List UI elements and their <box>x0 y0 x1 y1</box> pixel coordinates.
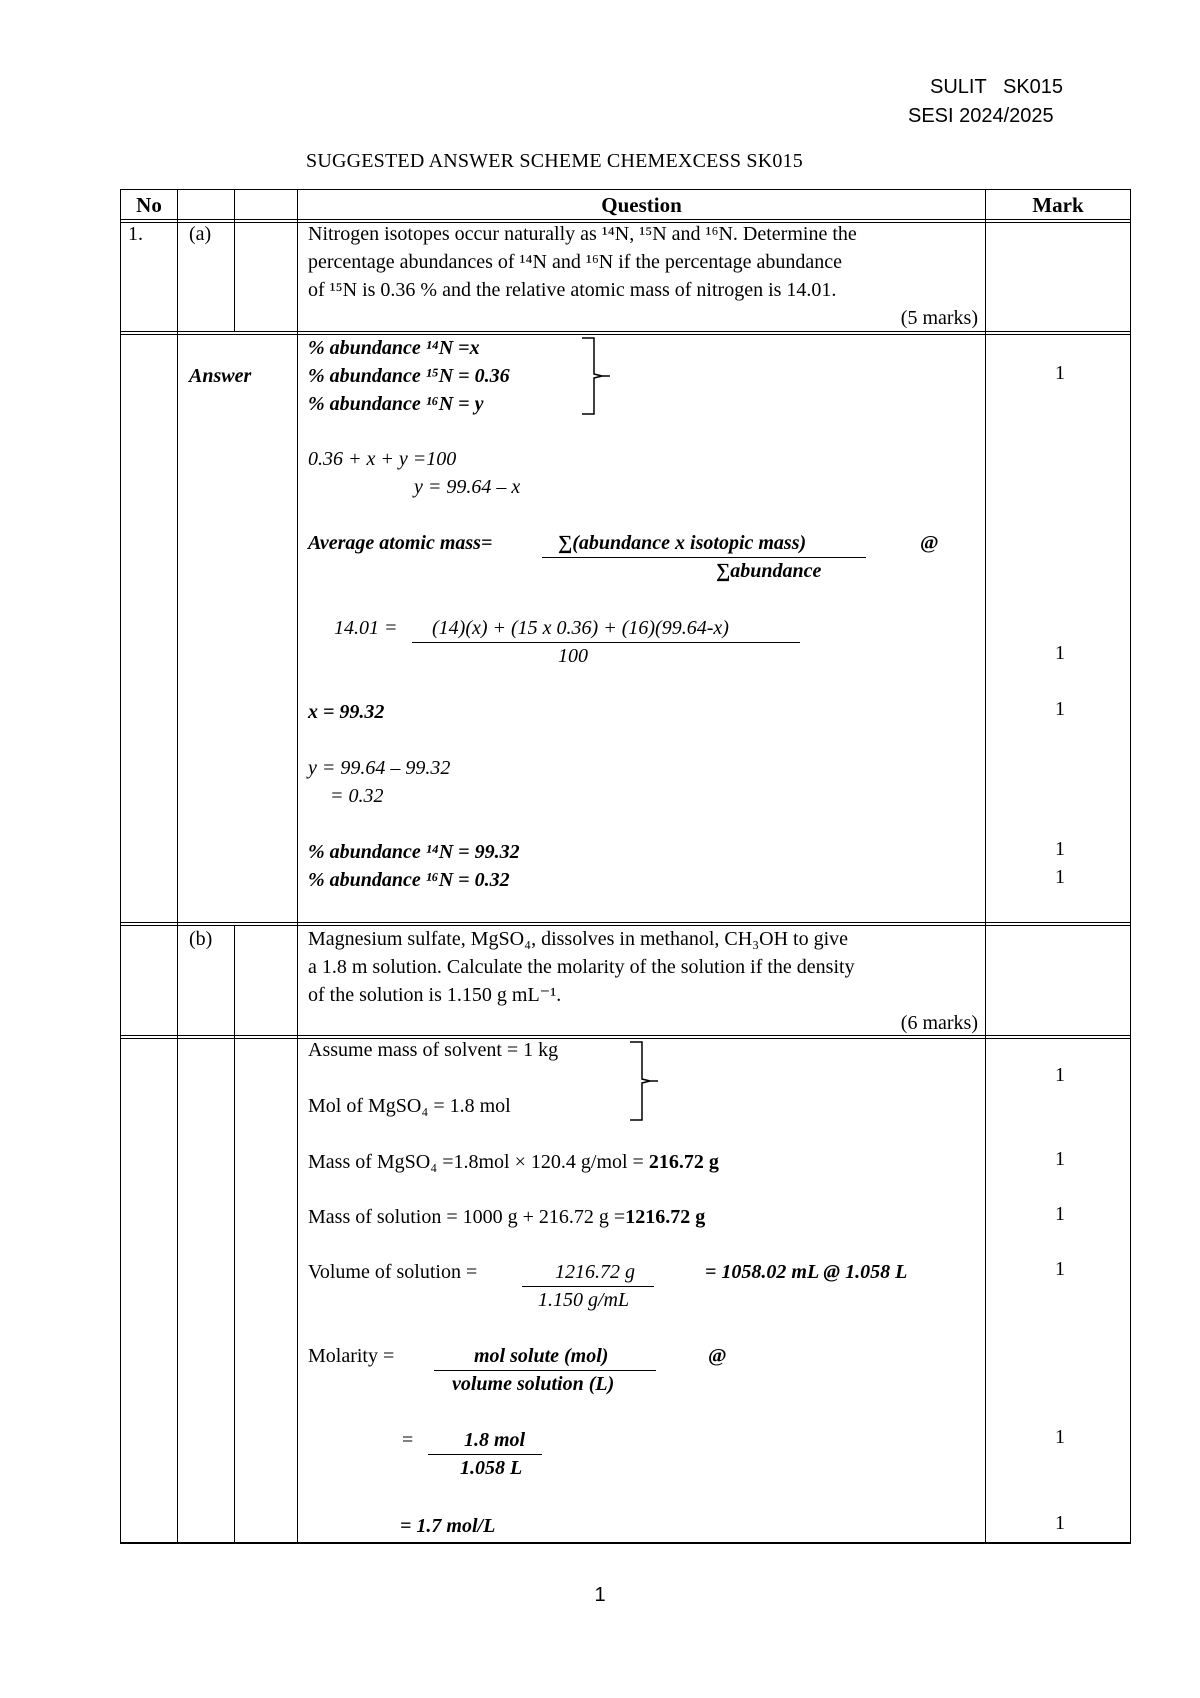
mass-solution-text: Mass of solution = 1000 g + 216.72 g = <box>308 1206 626 1228</box>
question-line: percentage abundances of ¹⁴N and ¹⁶N if the percentage abundance <box>308 251 843 273</box>
question-line: of the solution is 1.150 g mL⁻¹. <box>308 984 562 1006</box>
part-a-question <box>308 220 978 332</box>
mass-solution <box>308 1203 705 1231</box>
final-abundance-16n: % abundance ¹⁶N = 0.32 <box>308 869 510 891</box>
question-line: Magnesium sulfate, MgSO₄, dissolves in methanol, CH₃OH to give <box>308 928 849 950</box>
brace-icon <box>628 1040 664 1122</box>
session-label: SESI 2024/2025 <box>908 105 1054 127</box>
mass-solution-value: 1216.72 g <box>625 1206 706 1228</box>
brace-icon <box>580 336 616 416</box>
x-result: x = 99.32 <box>308 701 385 723</box>
calc-lhs: 14.01 = <box>334 617 398 639</box>
volume-result: = 1058.02 mL @ 1.058 L <box>705 1261 908 1283</box>
header-mark: Mark <box>1032 193 1084 217</box>
y-calculation: = 0.32 <box>330 785 384 807</box>
mark: 1 <box>1055 838 1065 860</box>
mark: 1 <box>1055 1203 1065 1225</box>
part-b-question <box>308 925 978 1037</box>
mark: 1 <box>1055 1512 1065 1534</box>
final-abundance-14n: % abundance ¹⁴N = 99.32 <box>308 841 520 863</box>
question-line: Nitrogen isotopes occur naturally as ¹⁴N, ¹⁵N and ¹⁶N. Determine the <box>308 223 857 245</box>
mark: 1 <box>1055 1426 1065 1448</box>
fraction-denominator: ∑abundance <box>716 560 822 582</box>
part-b-label: (b) <box>189 928 213 950</box>
question-number: 1. <box>128 223 143 245</box>
mark: 1 <box>1055 866 1065 888</box>
fraction-numerator: ∑(abundance x isotopic mass) <box>558 532 807 554</box>
mark: 1 <box>1055 362 1065 384</box>
part-a-label: (a) <box>189 223 212 245</box>
document-code: SULIT SK015 <box>930 76 1064 98</box>
mass-mgso4-text: Mass of MgSO₄ =1.8mol × 120.4 g/mol = <box>308 1151 649 1173</box>
calc-numerator: (14)(x) + (15 x 0.36) + (16)(99.64-x) <box>432 617 729 639</box>
calc-denominator: 100 <box>558 645 588 667</box>
marks-allocation: (6 marks) <box>900 1012 978 1034</box>
mark: 1 <box>1055 1258 1065 1280</box>
molarity-calc-denominator: 1.058 L <box>460 1457 523 1479</box>
page-number: 1 <box>594 1584 606 1606</box>
mol-mgso4: Mol of MgSO₄ = 1.8 mol <box>308 1095 511 1117</box>
y-calculation: y = 99.64 – 99.32 <box>308 757 451 779</box>
abundance-16n: % abundance ¹⁶N = y <box>308 393 484 415</box>
volume-denominator: 1.150 g/mL <box>538 1289 630 1311</box>
equals-sign: = <box>402 1429 414 1451</box>
assume-solvent: Assume mass of solvent = 1 kg <box>308 1039 559 1061</box>
header-question: Question <box>601 193 682 217</box>
answer-label: Answer <box>189 365 252 387</box>
molarity-numerator: mol solute (mol) <box>474 1345 609 1367</box>
marks-allocation: (5 marks) <box>900 307 978 329</box>
or-symbol: @ <box>920 532 939 554</box>
molarity-final: = 1.7 mol/L <box>400 1515 496 1537</box>
average-mass-label: Average atomic mass= <box>308 532 493 554</box>
mass-mgso4-value: 216.72 g <box>648 1151 719 1173</box>
or-symbol: @ <box>708 1345 727 1367</box>
abundance-15n: % abundance ¹⁵N = 0.36 <box>308 365 510 387</box>
question-line: of ¹⁵N is 0.36 % and the relative atomic mass of nitrogen is 14.01. <box>308 279 837 301</box>
molarity-denominator: volume solution (L) <box>452 1373 615 1395</box>
mark: 1 <box>1055 698 1065 720</box>
mark: 1 <box>1055 642 1065 664</box>
volume-label: Volume of solution = <box>308 1261 478 1283</box>
abundance-14n: % abundance ¹⁴N =x <box>308 337 480 359</box>
mass-mgso4 <box>308 1148 719 1176</box>
equation: 0.36 + x + y =100 <box>308 448 457 470</box>
volume-numerator: 1216.72 g <box>555 1261 635 1283</box>
header-no: No <box>136 193 162 217</box>
question-line: a 1.8 m solution. Calculate the molarity of the solution if the density <box>308 956 855 978</box>
mark: 1 <box>1055 1148 1065 1170</box>
molarity-label: Molarity = <box>308 1345 395 1367</box>
mark: 1 <box>1055 1064 1065 1086</box>
page-title: SUGGESTED ANSWER SCHEME CHEMEXCESS SK015 <box>306 150 803 172</box>
molarity-calc-numerator: 1.8 mol <box>464 1429 526 1451</box>
equation: y = 99.64 – x <box>414 476 521 498</box>
